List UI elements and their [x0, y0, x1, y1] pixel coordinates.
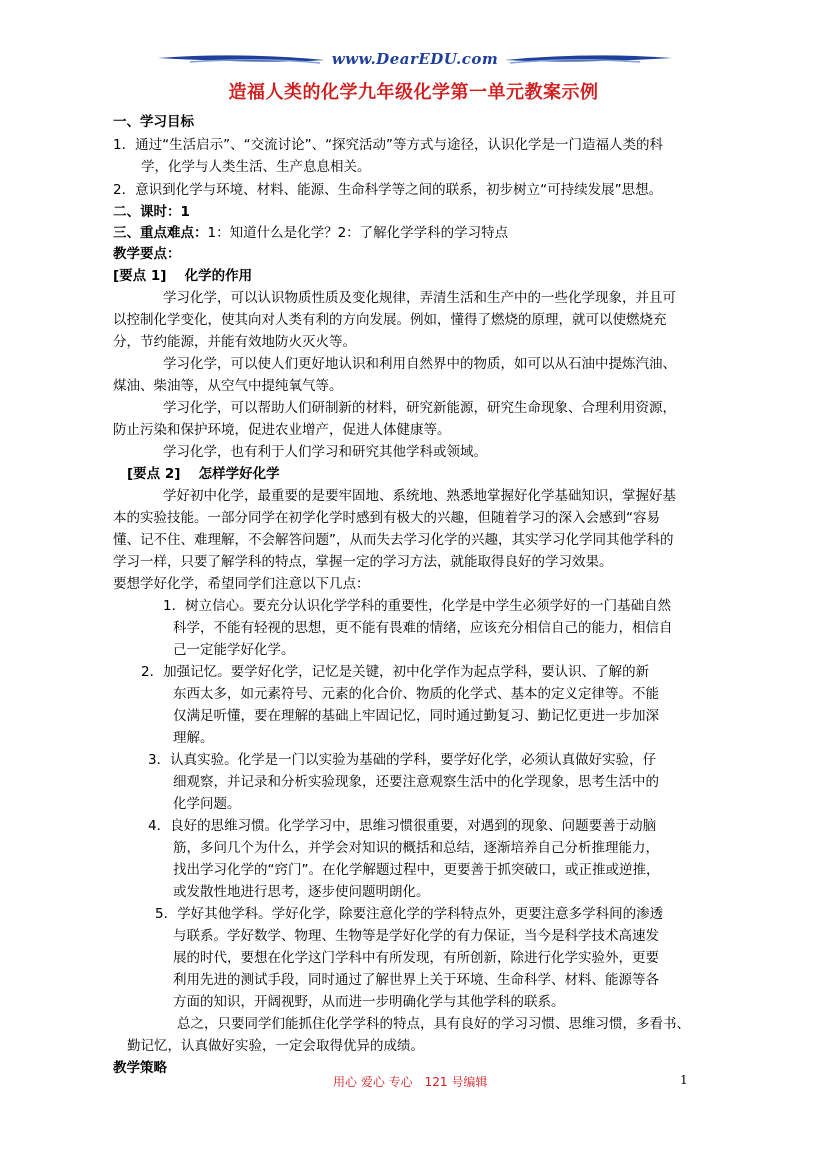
section-heading: [113, 223, 508, 243]
key-points-text: 1：知道什么是化学？2：了解化学学科的学习特点: [207, 225, 509, 241]
paragraph-line: 学习化学，也有利于人们学习和研究其他学科或领域。: [163, 444, 487, 460]
paragraph-line: 以控制化学变化，使其向对人类有利的方向发展。例如，懂得了燃烧的原理，就可以使燃烧充: [113, 312, 667, 328]
page-number: 1: [680, 1073, 688, 1087]
list-item-line: 东西太多，如元素符号、元素的化合价、物质的化学式、基本的定义定律等。不能: [173, 686, 659, 702]
list-item-line: 利用先进的测试手段，同时通过了解世界上关于环境、生命科学、材料、能源等各: [173, 972, 659, 988]
site-url: www.DearEDU.com: [331, 50, 499, 68]
list-item-line: 展的时代，要想在化学这门学科中有所发现，有所创新，除进行化学实验外，更要: [173, 950, 659, 966]
paragraph-line: 学习一样，只要了解学科的特点，掌握一定的学习方法，就能取得良好的学习效果。: [113, 554, 613, 570]
paragraph-line: 煤油、柴油等，从空气中提纯氧气等。: [113, 378, 343, 394]
paragraph-line: 学好初中化学，最重要的是要牢固地、系统地、熟悉地掌握好化学基础知识，掌握好基: [163, 488, 676, 504]
footer-text: 用心 爱心 专心 121 号编辑: [333, 1075, 488, 1089]
list-item-line: 筋，多问几个为什么，并学会对知识的概括和总结，逐渐培养自己分析推理能力，: [173, 840, 659, 856]
section-heading: 一、学习目标: [113, 114, 194, 130]
point-label: [要点 1] 化学的作用: [113, 268, 253, 284]
list-item-line: 科学，不能有轻视的思想，更不能有畏难的情绪，应该充分相信自己的能力，相信自: [173, 620, 673, 636]
list-item-line: 1．树立信心。要充分认识化学学科的重要性，化学是中学生必须学好的一门基础自然: [163, 598, 672, 614]
section-heading: 二、课时：1: [113, 204, 190, 220]
paragraph-line: 懂、记不住、难理解，不会解答问题”，从而失去学习化学的兴趣，其实学习化学同其他学科的: [113, 532, 674, 548]
list-item-line: 或发散性地进行思考，逐步使问题明朗化。: [173, 884, 430, 900]
paragraph-line: 学习化学，可以认识物质性质及变化规律，弄清生活和生产中的一些化学现象，并且可: [163, 290, 676, 306]
paragraph-line: 勤记忆，认真做好实验，一定会取得优异的成绩。: [127, 1038, 424, 1054]
paragraph-line: 防止污染和保护环境，促进农业增产，促进人体健康等。: [113, 422, 451, 438]
site-header: [150, 48, 680, 78]
point-label: [要点 2] 怎样学好化学: [127, 466, 280, 482]
paragraph-line: 学习化学，可以帮助人们研制新的材料，研究新能源，研究生命现象、合理利用资源，: [163, 400, 676, 416]
section-heading: 教学要点：: [113, 246, 181, 262]
paragraph-line: 要想学好化学，希望同学们注意以下几点：: [113, 576, 370, 592]
list-item-line: 己一定能学好化学。: [173, 642, 295, 658]
key-points-label: 三、重点难点：: [113, 225, 208, 241]
paragraph-line: 2．意识到化学与环境、材料、能源、生命科学等之间的联系，初步树立“可持续发展”思想。: [113, 182, 663, 198]
paragraph-line: 学，化学与人类生活、生产息息相关。: [141, 159, 371, 175]
list-item-line: 5．学好其他学科。学好化学，除要注意化学的学科特点外，更要注意多学科间的渗透: [155, 906, 664, 922]
page-title: 造福人类的化学九年级化学第一单元教案示例: [228, 82, 599, 103]
paragraph-line: 本的实验技能。一部分同学在初学化学时感到有极大的兴趣，但随着学习的深入会感到“容易: [113, 510, 660, 526]
section-heading: 教学策略: [113, 1060, 167, 1076]
list-item-line: 细观察，并记录和分析实验现象，还要注意观察生活中的化学现象，思考生活中的: [173, 774, 659, 790]
list-item-line: 理解。: [173, 730, 214, 746]
paragraph-line: 分，节约能源，并能有效地防火灭火等。: [113, 334, 356, 350]
list-item-line: 与联系。学好数学、物理、生物等是学好化学的有力保证，当今是科学技术高速发: [173, 928, 659, 944]
list-item-line: 化学问题。: [173, 796, 241, 812]
list-item-line: 3．认真实验。化学是一门以实验为基础的学科，要学好化学，必须认真做好实验，仔: [148, 752, 657, 768]
list-item-line: 4．良好的思维习惯。化学学习中，思维习惯很重要，对遇到的现象、问题要善于动脑: [148, 818, 657, 834]
paragraph-line: 学习化学，可以使人们更好地认识和利用自然界中的物质，如可以从石油中提炼汽油、: [163, 356, 676, 372]
list-item-line: 2．加强记忆。要学好化学，记忆是关键，初中化学作为起点学科，要认识、了解的新: [141, 664, 650, 680]
list-item-line: 找出学习化学的“窍门”。在化学解题过程中，更要善于抓突破口，或正推或逆推，: [173, 862, 660, 878]
paragraph-line: 总之，只要同学们能抓住化学学科的特点，具有良好的学习习惯、思维习惯，多看书、: [177, 1016, 690, 1032]
paragraph-line: 1．通过“生活启示”、“交流讨论”、“探究活动”等方式与途径，认识化学是一门造福人类的科: [113, 137, 664, 153]
list-item-line: 仅满足听懂，要在理解的基础上牢固记忆，同时通过勤复习、勤记忆更进一步加深: [173, 708, 659, 724]
list-item-line: 方面的知识，开阔视野，从而进一步明确化学与其他学科的联系。: [173, 994, 565, 1010]
